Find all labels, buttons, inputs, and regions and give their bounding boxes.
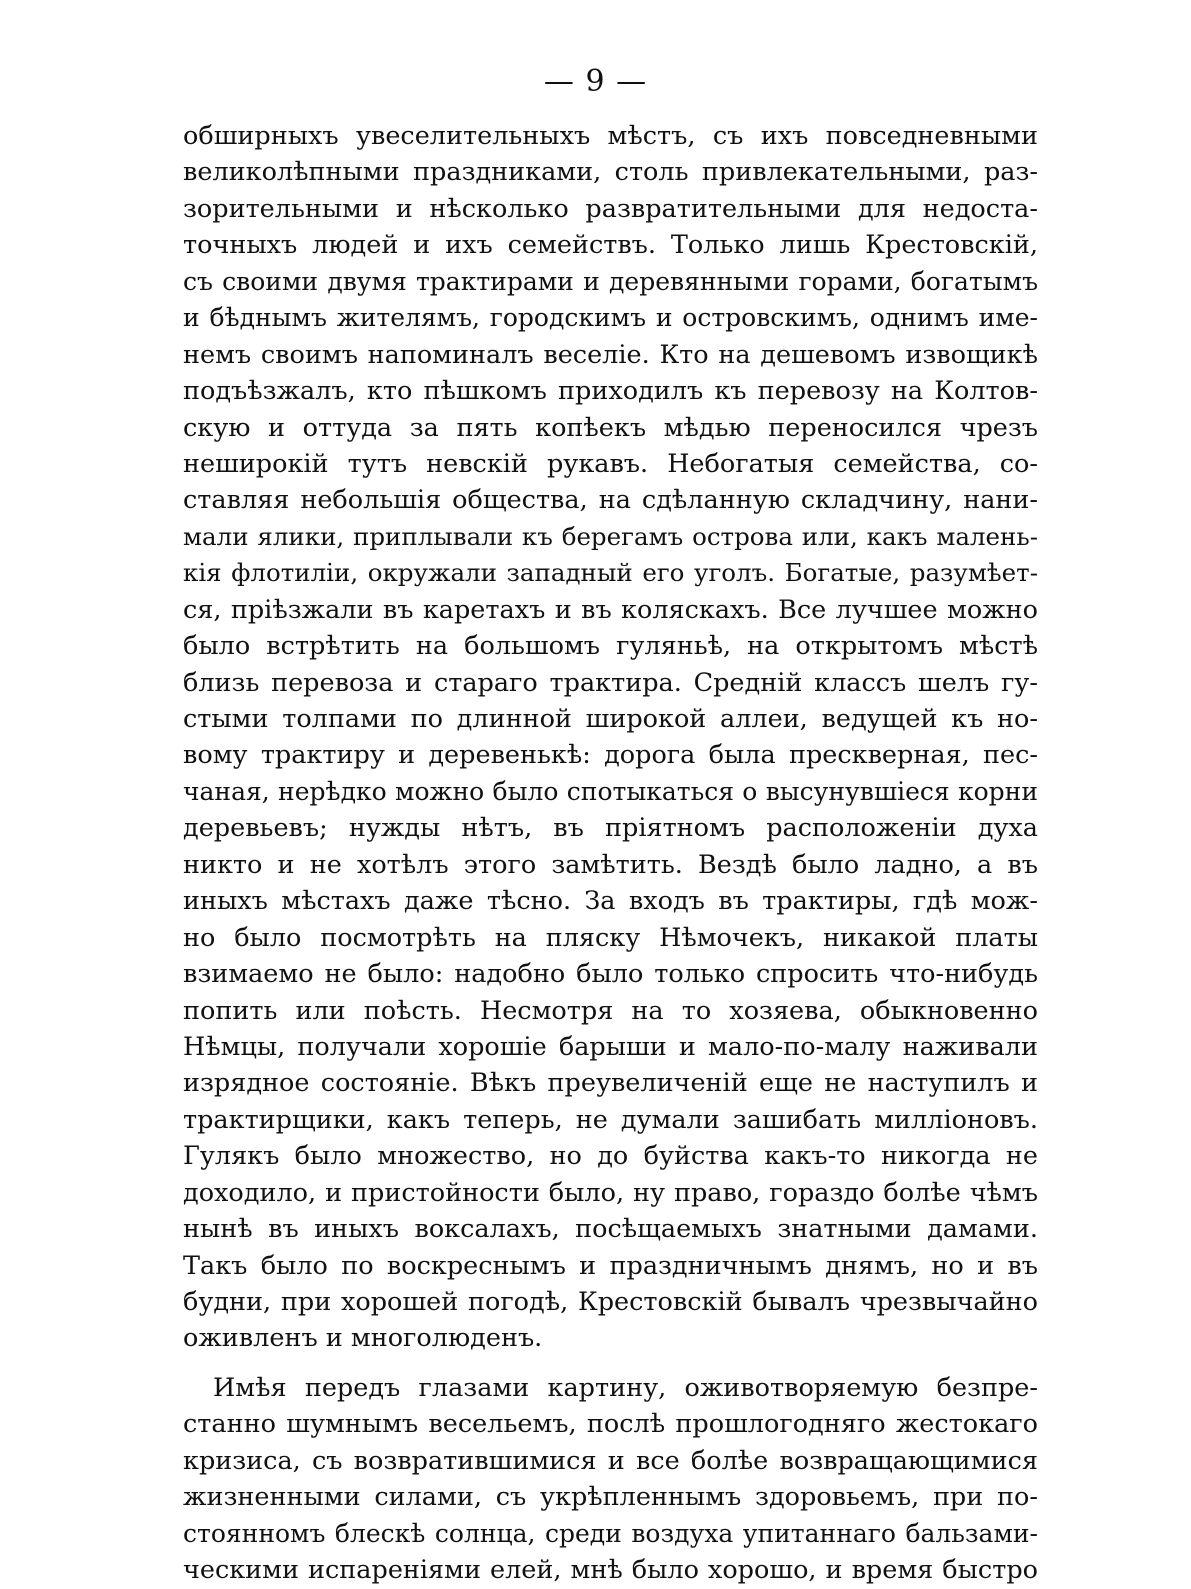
text-line: нынѣ въ иныхъ воксалахъ, посѣщаемыхъ знатными дамами.: [183, 1214, 1038, 1245]
text-line: съ своими двумя трактирами и деревянными горами, богатымъ: [183, 266, 1038, 296]
text-line: трактирщики, какъ теперь, не думали зашибать милліоновъ.: [183, 1104, 1038, 1135]
text-line: Гулякъ было множество, но до буйства какъ-то никогда не: [183, 1141, 1038, 1172]
text-line: зорительными и нѣсколько развратительными для недоста-: [183, 193, 1038, 224]
text-line: и бѣднымъ жителямъ, городскимъ и островскимъ, однимъ име-: [183, 303, 1038, 333]
text-line: ся, пріѣзжали въ каретахъ и въ коляскахъ. Все лучшее можно: [183, 594, 1038, 625]
text-line: ческими испареніями елей, мнѣ было хорошо, и время быстро: [183, 1555, 1038, 1586]
text-line: великолѣпными праздниками, столь привлекательными, раз-: [183, 157, 1038, 188]
text-line: близь перевоза и стараго трактира. Средній классъ шелъ гу-: [183, 667, 1038, 698]
text-line: но было посмотрѣть на пляску Нѣмочекъ, никакой платы: [183, 922, 1038, 953]
text-line: немъ своимъ напоминалъ веселіе. Кто на дешевомъ извощикѣ: [183, 339, 1038, 370]
text-line: Нѣмцы, получали хорошіе барыши и мало-по-малу наживали: [183, 1031, 1038, 1062]
text-line: взимаемо не было: надобно было только спросить что-нибудь: [183, 959, 1038, 990]
text-line: станно шумнымъ весельемъ, послѣ прошлогодняго жестокаго: [183, 1409, 1038, 1440]
text-line: изрядное состояніе. Вѣкъ преувеличеній еще не наступилъ и: [183, 1068, 1038, 1099]
page-number: — 9 —: [543, 64, 648, 99]
text-line: было встрѣтить на большомъ гуляньѣ, на открытомъ мѣстѣ: [183, 631, 1038, 662]
text-line: никто и не хотѣлъ этого замѣтить. Вездѣ было ладно, а въ: [183, 849, 1038, 880]
text-line: стыми толпами по длинной широкой аллеи, ведущей къ но-: [183, 704, 1038, 734]
text-line: точныхъ людей и ихъ семействъ. Только лишь Крестовскій,: [183, 230, 1038, 261]
text-line: Такъ было по воскреснымъ и праздничнымъ днямъ, но и въ: [183, 1250, 1038, 1281]
paragraph-2: [183, 1370, 1038, 1589]
text-line: скую и оттуда за пять копѣекъ мѣдью переносился чрезъ: [183, 412, 1038, 443]
text-line: доходило, и пристойности было, ну право, гораздо болѣе чѣмъ: [183, 1177, 1038, 1208]
text-line: кризиса, съ возвратившимися и все болѣе возвращающимися: [183, 1445, 1038, 1476]
text-line: чаная, нерѣдко можно было спотыкаться о высунувшіеся корни: [183, 776, 1038, 806]
text-line: мали ялики, приплывали къ берегамъ острова или, какъ малень-: [183, 521, 1038, 551]
text-line: попить или поѣсть. Несмотря на то хозяева, обыкновенно: [183, 995, 1038, 1026]
text-line: обширныхъ увеселительныхъ мѣстъ, съ ихъ повседневными: [183, 121, 1038, 151]
paragraph-gap: [183, 1357, 1038, 1370]
text-line: иныхъ мѣстахъ даже тѣсно. За входъ въ трактиры, гдѣ мож-: [183, 886, 1038, 917]
text-line: будни, при хорошей погодѣ, Крестовскій бывалъ чрезвычайно: [183, 1287, 1038, 1317]
text-line: оживленъ и многолюденъ.: [183, 1323, 543, 1354]
text-line: жизненными силами, съ укрѣпленнымъ здоровьемъ, при по-: [183, 1482, 1038, 1513]
text-line: неширокій тутъ невскій рукавъ. Небогатыя семейства, со-: [183, 448, 1038, 479]
text-line: деревьевъ; нужды нѣтъ, въ пріятномъ расположеніи духа: [183, 813, 1038, 844]
text-line: кія флотиліи, окружали западный его уголъ. Богатые, разумѣет-: [183, 558, 1038, 588]
text-line: подъѣзжалъ, кто пѣшкомъ приходилъ къ перевозу на Колтов-: [183, 376, 1038, 407]
text-line: вому трактиру и деревенькѣ: дорога была прескверная, пес-: [183, 740, 1038, 771]
text-line: стоянномъ блескѣ солнца, среди воздуха упитаннаго бальзами-: [183, 1518, 1038, 1548]
body-text: [183, 118, 1038, 1589]
text-line: ставляя небольшія общества, на сдѣланную складчину, нани-: [183, 485, 1038, 516]
paragraph-1: [183, 118, 1038, 1357]
text-line: Имѣя передъ глазами картину, оживотворяемую безпре-: [213, 1372, 1038, 1403]
